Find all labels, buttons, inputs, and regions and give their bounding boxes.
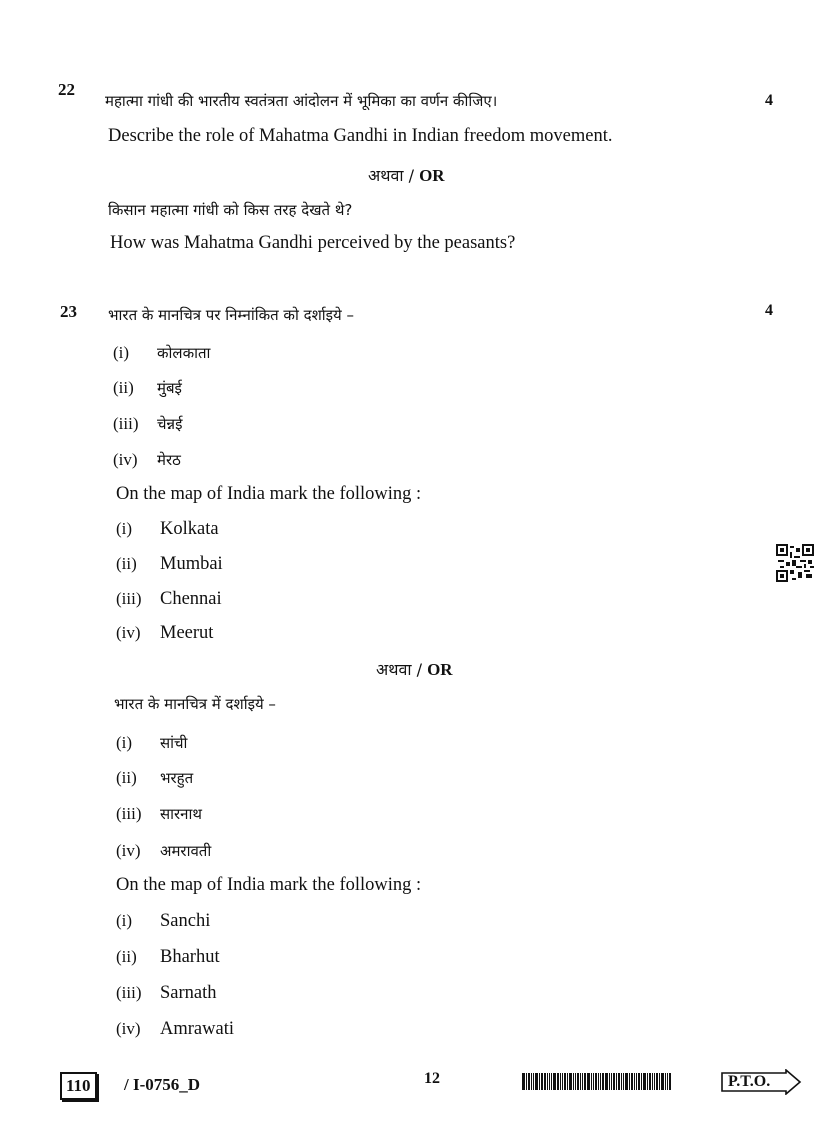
question-23-hindi: भारत के मानचित्र पर निम्नांकित को दर्शाइये – <box>108 306 354 324</box>
question-22-hindi: महात्मा गांधी की भारतीय स्वतंत्रता आंदोलन में भूमिका का वर्णन कीजिए। <box>105 92 498 110</box>
question-22-number: 22 <box>58 80 75 99</box>
barcode-bar <box>573 1073 574 1090</box>
question-23-or: अथवा / OR <box>376 660 453 679</box>
barcode-bar <box>551 1073 552 1090</box>
barcode-bar <box>659 1073 660 1090</box>
list-item: (iii) चेन्नई <box>113 414 183 433</box>
list-item: (ii) मुंबई <box>113 378 182 397</box>
barcode-bar <box>593 1073 594 1090</box>
barcode-bar <box>562 1073 563 1090</box>
barcode-bar <box>616 1073 617 1090</box>
barcode-bar <box>613 1073 615 1090</box>
barcode-bar <box>591 1073 592 1090</box>
barcode-bar <box>611 1073 612 1090</box>
list-item: (i) Sanchi <box>116 911 211 931</box>
barcode-bar <box>621 1073 622 1090</box>
barcode-bar <box>649 1073 651 1090</box>
barcode-bar <box>587 1073 590 1090</box>
barcode-bar <box>647 1073 648 1090</box>
list-item: (iii) सारनाथ <box>116 804 202 823</box>
barcode-bar <box>625 1073 628 1090</box>
barcode-bar <box>539 1073 540 1090</box>
barcode-bar <box>600 1073 601 1090</box>
question-22-english: Describe the role of Mahatma Gandhi in Indian freedom movement. <box>108 126 613 146</box>
barcode-bar <box>602 1073 604 1090</box>
barcode-bar <box>618 1073 620 1090</box>
barcode-bar <box>549 1073 550 1090</box>
barcode-bar <box>641 1073 642 1090</box>
barcode-bar <box>582 1073 583 1090</box>
question-22-alt-hindi: किसान महात्मा गांधी को किस तरह देखते थे? <box>108 201 353 219</box>
list-item: (i) कोलकाता <box>113 343 211 362</box>
question-22-or: अथवा / OR <box>368 166 445 185</box>
barcode-bar <box>669 1073 671 1090</box>
barcode-bar <box>564 1073 566 1090</box>
barcode-bar <box>667 1073 668 1090</box>
list-item: (ii) Mumbai <box>116 554 223 574</box>
barcode-bar <box>631 1073 633 1090</box>
barcode-icon <box>522 1073 712 1090</box>
barcode-bar <box>605 1073 608 1090</box>
barcode-bar <box>661 1073 664 1090</box>
barcode-bar <box>533 1073 534 1090</box>
barcode-bar <box>654 1073 655 1090</box>
barcode-bar <box>541 1073 543 1090</box>
list-item: (ii) भरहुत <box>116 768 194 787</box>
barcode-bar <box>577 1073 579 1090</box>
pto-label: P.T.O. <box>728 1073 771 1090</box>
list-item: (iv) Amrawati <box>116 1019 234 1039</box>
barcode-bar <box>595 1073 597 1090</box>
question-23-alt-hindi: भारत के मानचित्र में दर्शाइये – <box>114 695 276 713</box>
question-22-alt-english: How was Mahatma Gandhi perceived by the peasants? <box>110 233 516 253</box>
barcode-bar <box>569 1073 572 1090</box>
barcode-bar <box>656 1073 658 1090</box>
question-23-alt-english: On the map of India mark the following : <box>116 875 422 895</box>
barcode-bar <box>522 1073 525 1090</box>
list-item: (iv) अमरावती <box>116 841 212 860</box>
paper-code: / I-0756_D <box>124 1075 201 1094</box>
barcode-bar <box>567 1073 568 1090</box>
barcode-bar <box>553 1073 556 1090</box>
barcode-bar <box>531 1073 532 1090</box>
paper-set-code: 110 <box>60 1072 97 1100</box>
barcode-bar <box>526 1073 527 1090</box>
barcode-bar <box>580 1073 581 1090</box>
barcode-bar <box>629 1073 630 1090</box>
barcode-bar <box>584 1073 586 1090</box>
barcode-bar <box>634 1073 635 1090</box>
question-23-marks: 4 <box>765 302 773 319</box>
barcode-bar <box>665 1073 666 1090</box>
barcode-bar <box>557 1073 559 1090</box>
question-23-number: 23 <box>60 302 77 321</box>
barcode-bar <box>636 1073 637 1090</box>
barcode-bar <box>623 1073 624 1090</box>
list-item: (i) Kolkata <box>116 519 219 539</box>
barcode-bar <box>575 1073 576 1090</box>
list-item: (iii) Sarnath <box>116 983 217 1003</box>
barcode-bar <box>535 1073 538 1090</box>
barcode-bar <box>547 1073 548 1090</box>
page-number: 12 <box>424 1070 440 1087</box>
barcode-bar <box>643 1073 646 1090</box>
list-item: (ii) Bharhut <box>116 947 220 967</box>
barcode-bar <box>528 1073 530 1090</box>
list-item: (i) सांची <box>116 733 188 752</box>
qr-code-icon <box>776 544 814 582</box>
barcode-bar <box>560 1073 561 1090</box>
list-item: (iv) मेरठ <box>113 450 181 469</box>
barcode-bar <box>652 1073 653 1090</box>
barcode-bar <box>544 1073 546 1090</box>
barcode-bar <box>598 1073 599 1090</box>
barcode-bar <box>609 1073 610 1090</box>
question-23-english: On the map of India mark the following : <box>116 484 422 504</box>
barcode-bar <box>638 1073 640 1090</box>
question-22-marks: 4 <box>765 92 773 109</box>
list-item: (iv) Meerut <box>116 623 214 643</box>
list-item: (iii) Chennai <box>116 589 222 609</box>
